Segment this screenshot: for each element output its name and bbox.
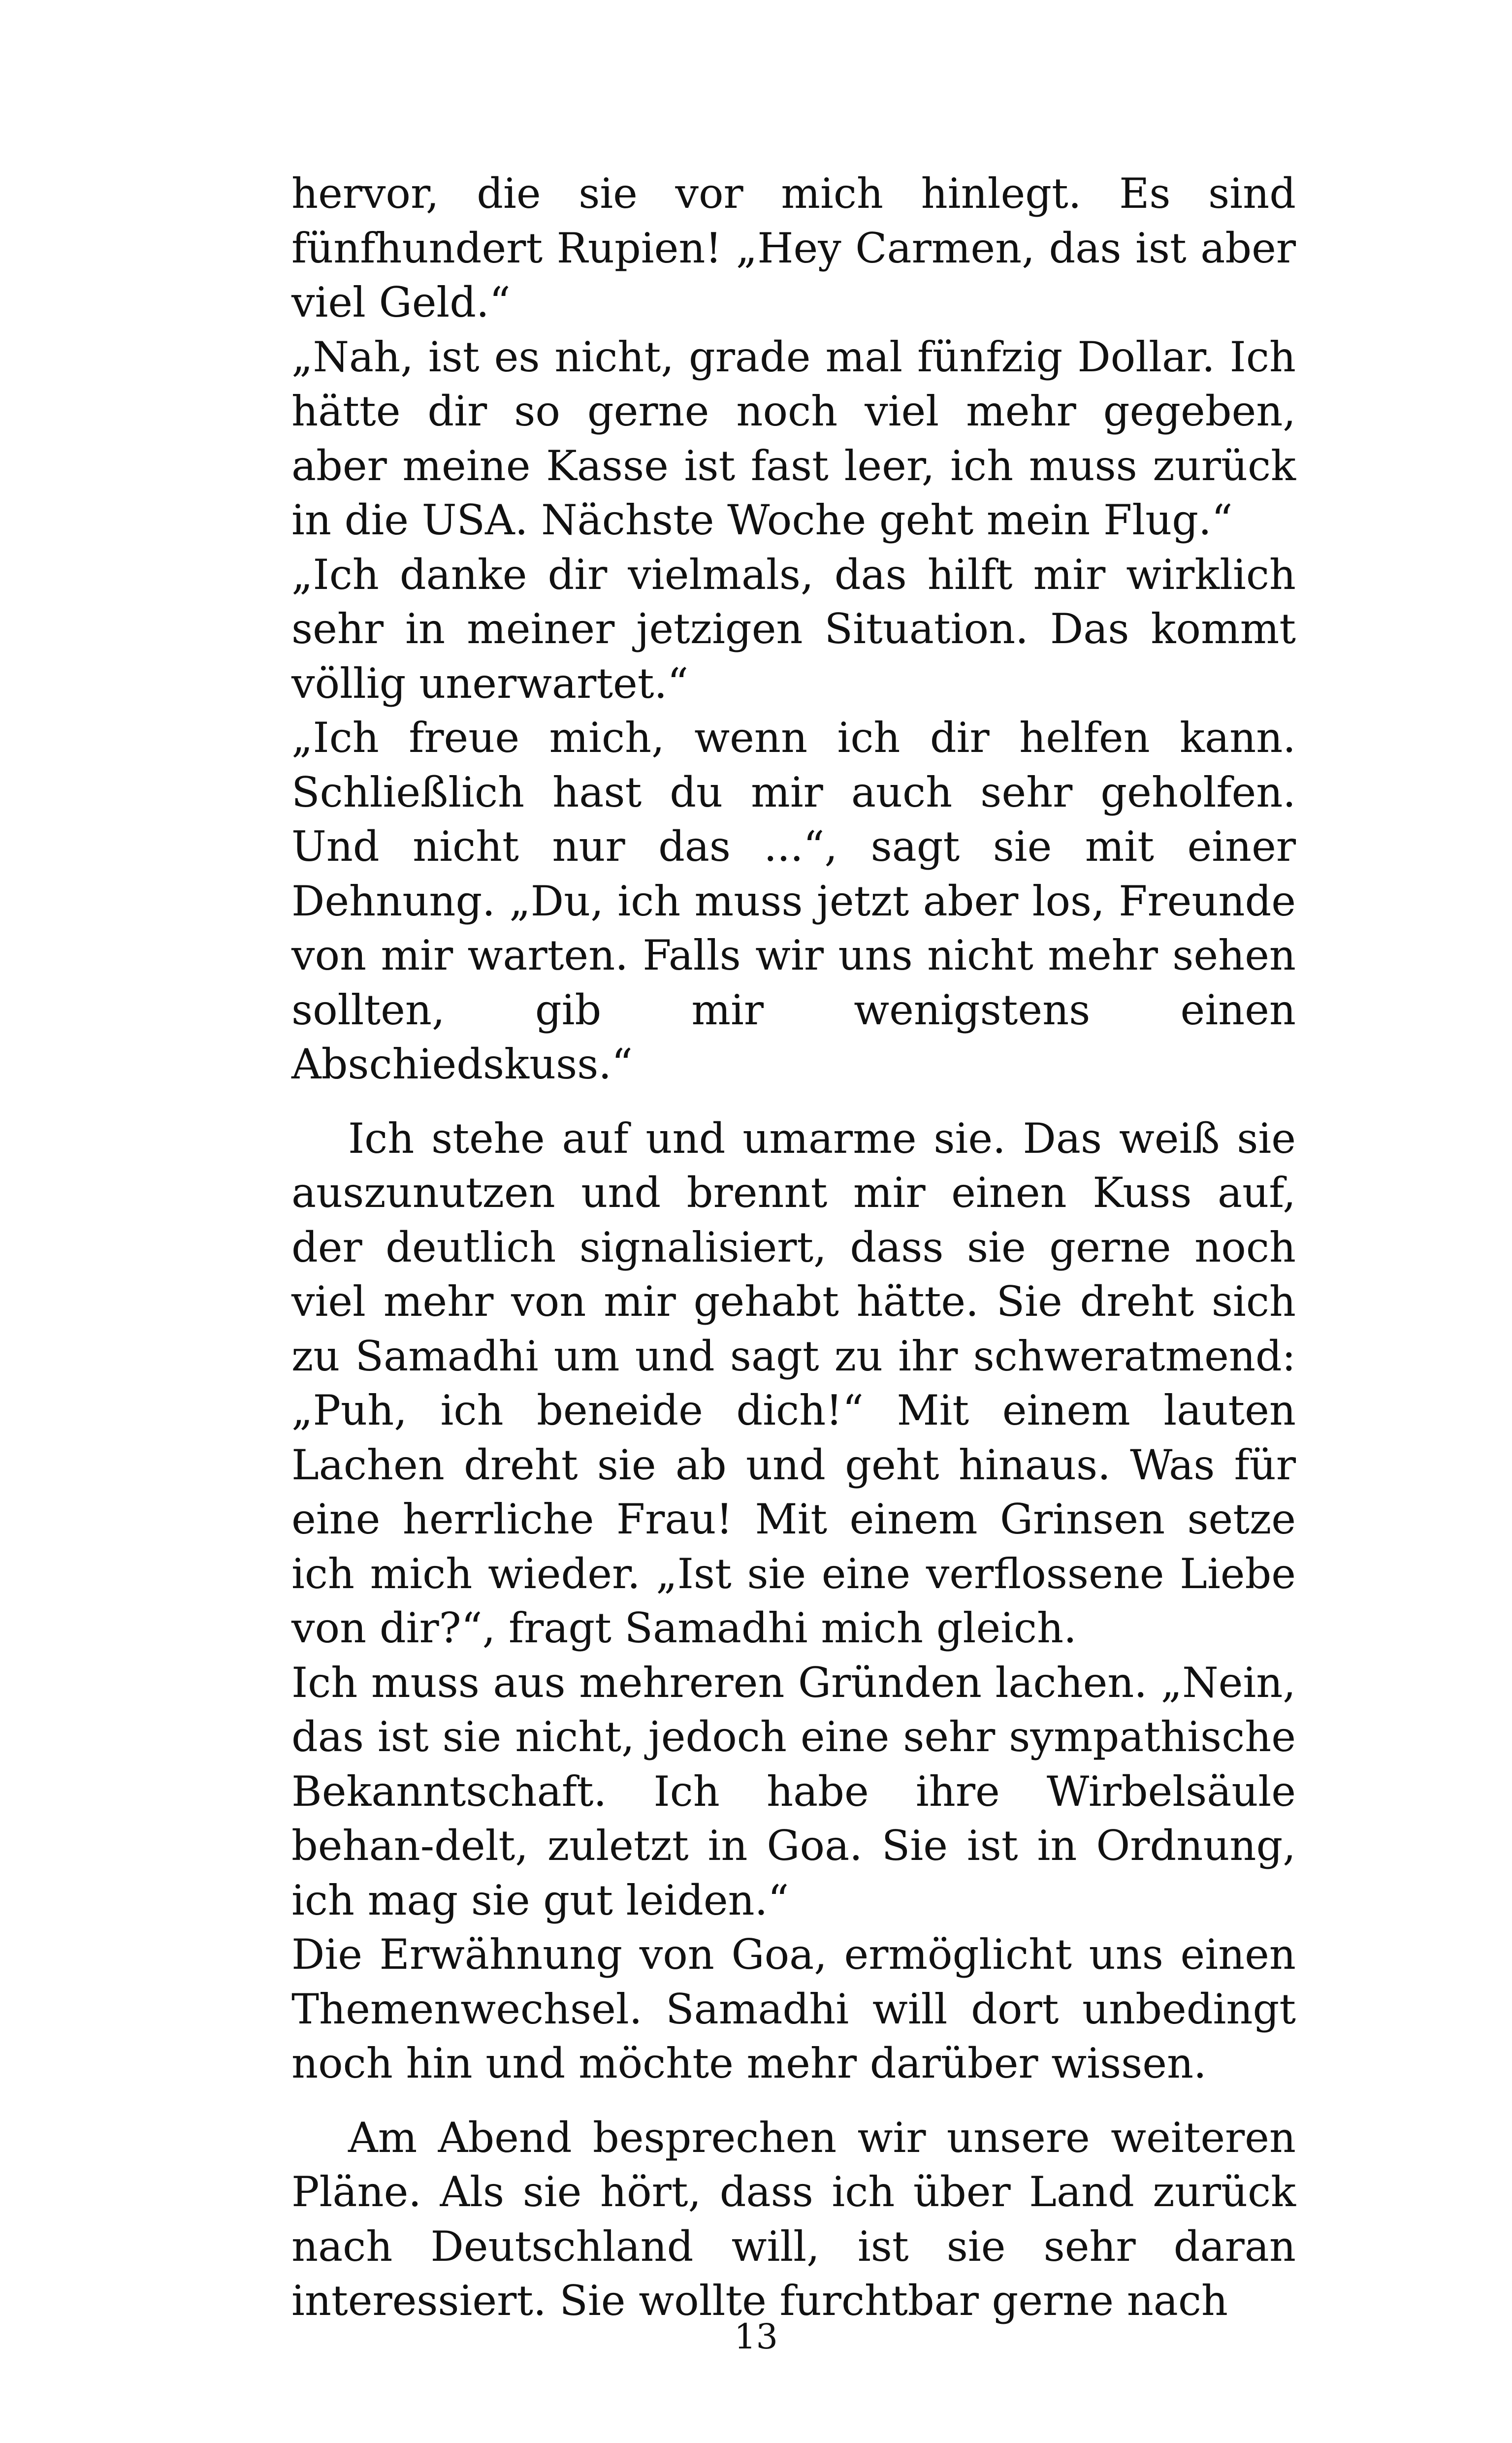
paragraph-5: Ich stehe auf und umarme sie. Das weiß sie auszunutzen und brennt mir einen Kuss auf, der deutlich signalisiert, dass sie gerne noch viel mehr von mir gehabt hätte. Sie dreht sich zu Samadhi um und sagt zu ihr schweratmend: „Puh, ich beneide dich!“ Mit einem lauten Lachen dreht sie ab und geht hinaus. Was für eine herrliche Frau! Mit einem Grinsen setze ich mich wieder. „Ist sie eine verflossene Liebe von dir?“, fragt Samadhi mich gleich. xyxy=(291,1114,1296,1652)
body-text xyxy=(291,166,1296,2328)
paragraph-2: „Nah, ist es nicht, grade mal fünfzig Dollar. Ich hätte dir so gerne noch viel mehr gegeben, aber meine Kasse ist fast leer, ich muss zurück in die USA. Nächste Woche geht mein Flug.“ xyxy=(291,332,1296,544)
paragraph-1: hervor, die sie vor mich hinlegt. Es sind fünfhundert Rupien! „Hey Carmen, das ist aber viel Geld.“ xyxy=(291,169,1296,326)
page-number: 13 xyxy=(734,2316,778,2357)
paragraph-4: „Ich freue mich, wenn ich dir helfen kann. Schließlich hast du mir auch sehr geholfen. Und nicht nur das ...“, sagt sie mit einer Dehnung. „Du, ich muss jetzt aber los, Freunde von mir warten. Falls wir uns nicht mehr sehen sollten, gib mir wenigstens einen Abschiedskuss.“ xyxy=(291,714,1296,1088)
paragraph-7: Die Erwähnung von Goa, ermöglicht uns einen Themenwechsel. Samadhi will dort unbedingt noch hin und möchte mehr darüber wissen. xyxy=(291,1930,1296,2087)
paragraph-8: Am Abend besprechen wir unsere weiteren Pläne. Als sie hört, dass ich über Land zurück nach Deutschland will, ist sie sehr daran interessiert. Sie wollte furchtbar gerne nach xyxy=(291,2113,1296,2325)
paragraph-3: „Ich danke dir vielmals, das hilft mir wirklich sehr in meiner jetzigen Situation. Das kommt völlig unerwartet.“ xyxy=(291,550,1296,708)
paragraph-6: Ich muss aus mehreren Gründen lachen. „Nein, das ist sie nicht, jedoch eine sehr sympathische Bekanntschaft. Ich habe ihre Wirbelsäule behan-delt, zuletzt in Goa. Sie ist in Ordnung, ich mag sie gut leiden.“ xyxy=(291,1658,1296,1924)
